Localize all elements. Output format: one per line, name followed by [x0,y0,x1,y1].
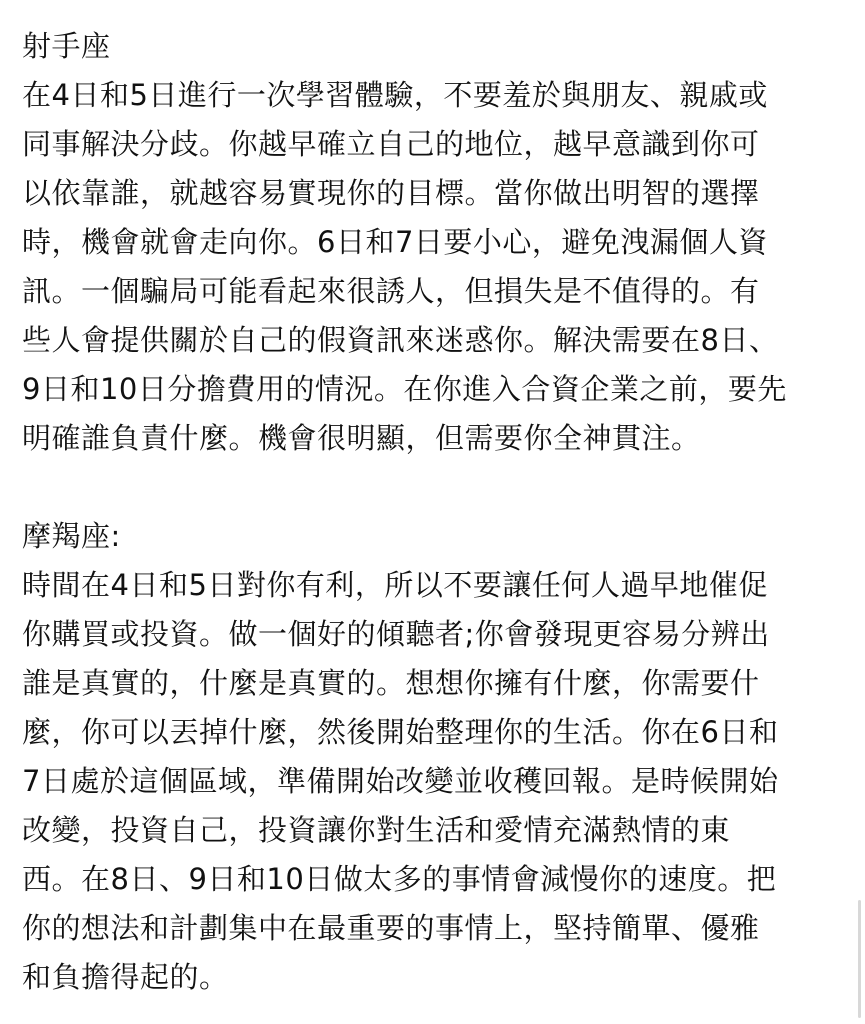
document-body [22,22,852,1002]
scroll-indicator[interactable] [858,900,861,1018]
text-line: 在4日和5日進行一次學習體驗，不要羞於與朋友、親戚或 [22,78,768,112]
section-text [22,561,852,1002]
horoscope-section-capricorn [22,512,852,1002]
text-line: 你購買或投資。做一個好的傾聽者;你會發現更容易分辨出 [22,617,770,651]
text-line: 改變，投資自己，投資讓你對生活和愛情充滿熱情的東 [22,813,731,847]
text-line: 和負擔得起的。 [22,960,229,994]
text-line: 些人會提供關於自己的假資訊來迷惑你。解決需要在8日、 [22,323,779,357]
text-line: 時間在4日和5日對你有利，所以不要讓任何人過早地催促 [22,568,768,602]
text-line: 7日處於這個區域，準備開始改變並收穫回報。是時候開始 [22,764,779,798]
text-line: 明確誰負責什麼。機會很明顯，但需要你全神貫注。 [22,421,701,455]
text-line: 訊。一個騙局可能看起來很誘人，但損失是不值得的。有 [22,274,760,308]
text-line: 你的想法和計劃集中在最重要的事情上，堅持簡單、優雅 [22,911,760,945]
section-text [22,71,852,463]
text-line: 時，機會就會走向你。6日和7日要小心，避免洩漏個人資 [22,225,768,259]
text-line: 麼，你可以丟掉什麼，然後開始整理你的生活。你在6日和 [22,715,779,749]
text-line: 9日和10日分擔費用的情況。在你進入合資企業之前，要先 [22,372,787,406]
section-title: 射手座 [22,29,111,63]
text-line: 西。在8日、9日和10日做太多的事情會減慢你的速度。把 [22,862,777,896]
horoscope-section-sagittarius [22,22,852,463]
text-line: 以依靠誰，就越容易實現你的目標。當你做出明智的選擇 [22,176,760,210]
section-title: 摩羯座: [22,519,121,553]
text-line: 誰是真實的，什麼是真實的。想想你擁有什麼，你需要什 [22,666,760,700]
text-line: 同事解決分歧。你越早確立自己的地位，越早意識到你可 [22,127,760,161]
